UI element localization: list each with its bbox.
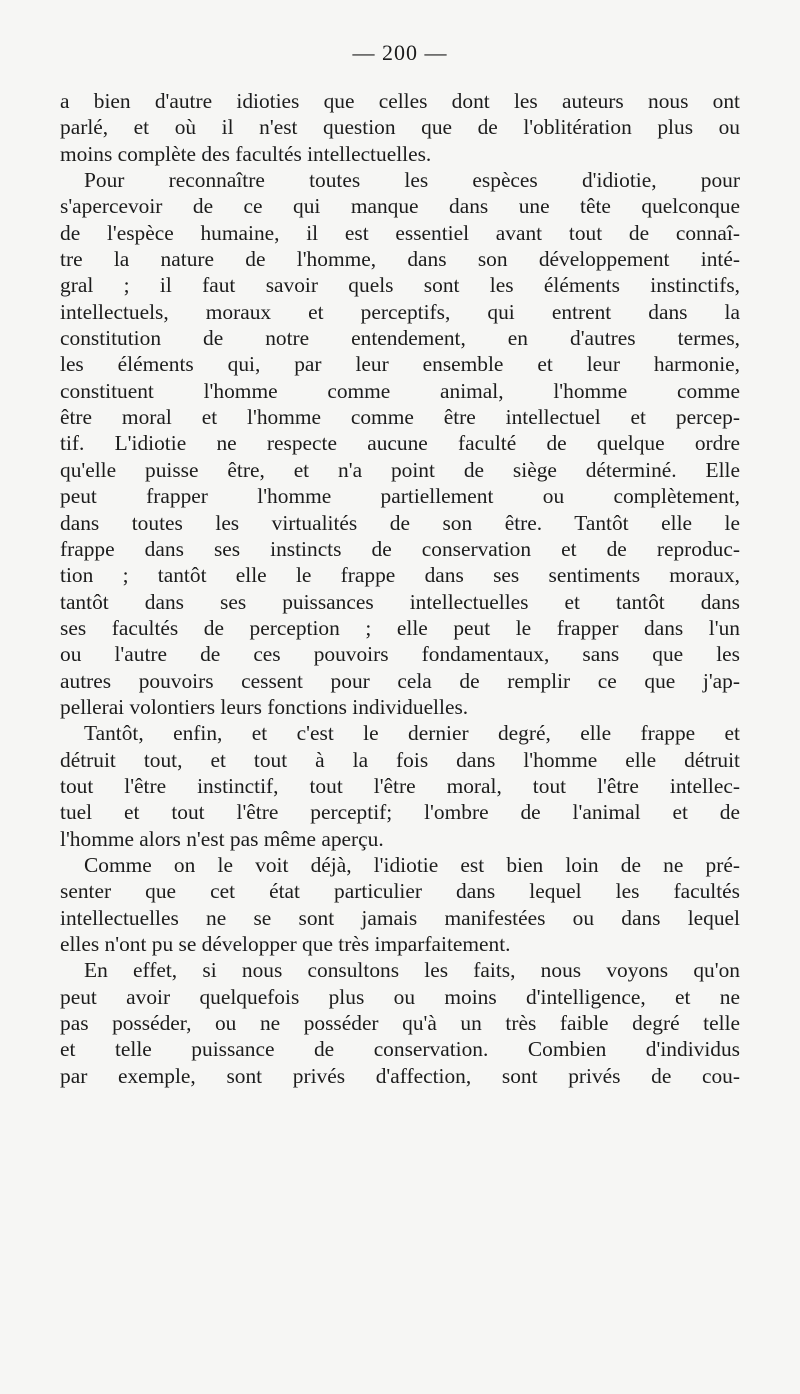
text-line: constitution de notre entendement, en d'autres termes, xyxy=(60,326,740,351)
text-line: et telle puissance de conservation. Combien d'individus xyxy=(60,1037,740,1062)
text-line: a bien d'autre idioties que celles dont les auteurs nous ont xyxy=(60,89,740,113)
text-line: de l'espèce humaine, il est essentiel avant tout de connaî- xyxy=(60,220,740,245)
text-line: senter que cet état particulier dans lequel les facultés xyxy=(60,879,740,904)
text-line: tantôt dans ses puissances intellectuelles et tantôt dans xyxy=(60,589,740,614)
text-line: tion ; tantôt elle le frappe dans ses sentiments moraux, xyxy=(60,563,740,588)
text-line: En effet, si nous consultons les faits, nous voyons qu'on xyxy=(84,958,740,983)
text-line: les éléments qui, par leur ensemble et leur harmonie, xyxy=(60,352,740,377)
text-line: par exemple, sont privés d'affection, sont privés de cou- xyxy=(60,1063,740,1088)
text-line: peut avoir quelquefois plus ou moins d'intelligence, et ne xyxy=(60,984,740,1009)
text-line: intellectuelles ne se sont jamais manifestées ou dans lequel xyxy=(60,905,740,930)
text-line: pellerai volontiers leurs fonctions individuelles. xyxy=(60,694,469,719)
text-line: Comme on le voit déjà, l'idiotie est bien loin de ne pré- xyxy=(84,852,740,877)
text-line: gral ; il faut savoir quels sont les éléments instinctifs, xyxy=(60,273,740,298)
text-line: ou l'autre de ces pouvoirs fondamentaux, sans que les xyxy=(60,642,740,667)
text-line: qu'elle puisse être, et n'a point de siège déterminé. Elle xyxy=(60,457,740,482)
text-line: dans toutes les virtualités de son être. Tantôt elle le xyxy=(60,510,740,535)
text-line: parlé, et où il n'est question que de l'oblitération plus ou xyxy=(60,115,740,140)
text-line: pas posséder, ou ne posséder qu'à un très faible degré telle xyxy=(60,1011,740,1036)
text-line: Pour reconnaître toutes les espèces d'idiotie, pour xyxy=(84,168,740,193)
text-line: être moral et l'homme comme être intellectuel et percep- xyxy=(60,405,740,430)
text-line: autres pouvoirs cessent pour cela de remplir ce que j'ap- xyxy=(60,668,740,693)
text-line: détruit tout, et tout à la fois dans l'homme elle détruit xyxy=(60,747,740,772)
text-line: s'apercevoir de ce qui manque dans une tête quelconque xyxy=(60,194,740,219)
text-line: constituent l'homme comme animal, l'homme comme xyxy=(60,378,740,403)
text-line: intellectuels, moraux et perceptifs, qui entrent dans la xyxy=(60,299,740,324)
body-text xyxy=(60,88,740,1089)
text-line: moins complète des facultés intellectuelles. xyxy=(60,141,432,166)
text-line: Tantôt, enfin, et c'est le dernier degré, elle frappe et xyxy=(84,721,740,746)
text-line: frappe dans ses instincts de conservation et de reproduc- xyxy=(60,536,740,561)
text-line: l'homme alors n'est pas même aperçu. xyxy=(60,826,384,851)
text-line: tuel et tout l'être perceptif; l'ombre de l'animal et de xyxy=(60,800,740,825)
text-line: tre la nature de l'homme, dans son développement inté- xyxy=(60,247,740,272)
text-line: elles n'ont pu se développer que très imparfaitement. xyxy=(60,932,511,956)
text-line: tout l'être instinctif, tout l'être moral, tout l'être intellec- xyxy=(60,773,740,798)
text-line: tif. L'idiotie ne respecte aucune faculté de quelque ordre xyxy=(60,431,740,456)
page-number: — 200 — xyxy=(352,40,448,65)
text-line: ses facultés de perception ; elle peut le frapper dans l'un xyxy=(60,615,740,640)
text-line: peut frapper l'homme partiellement ou complètement, xyxy=(60,484,740,509)
